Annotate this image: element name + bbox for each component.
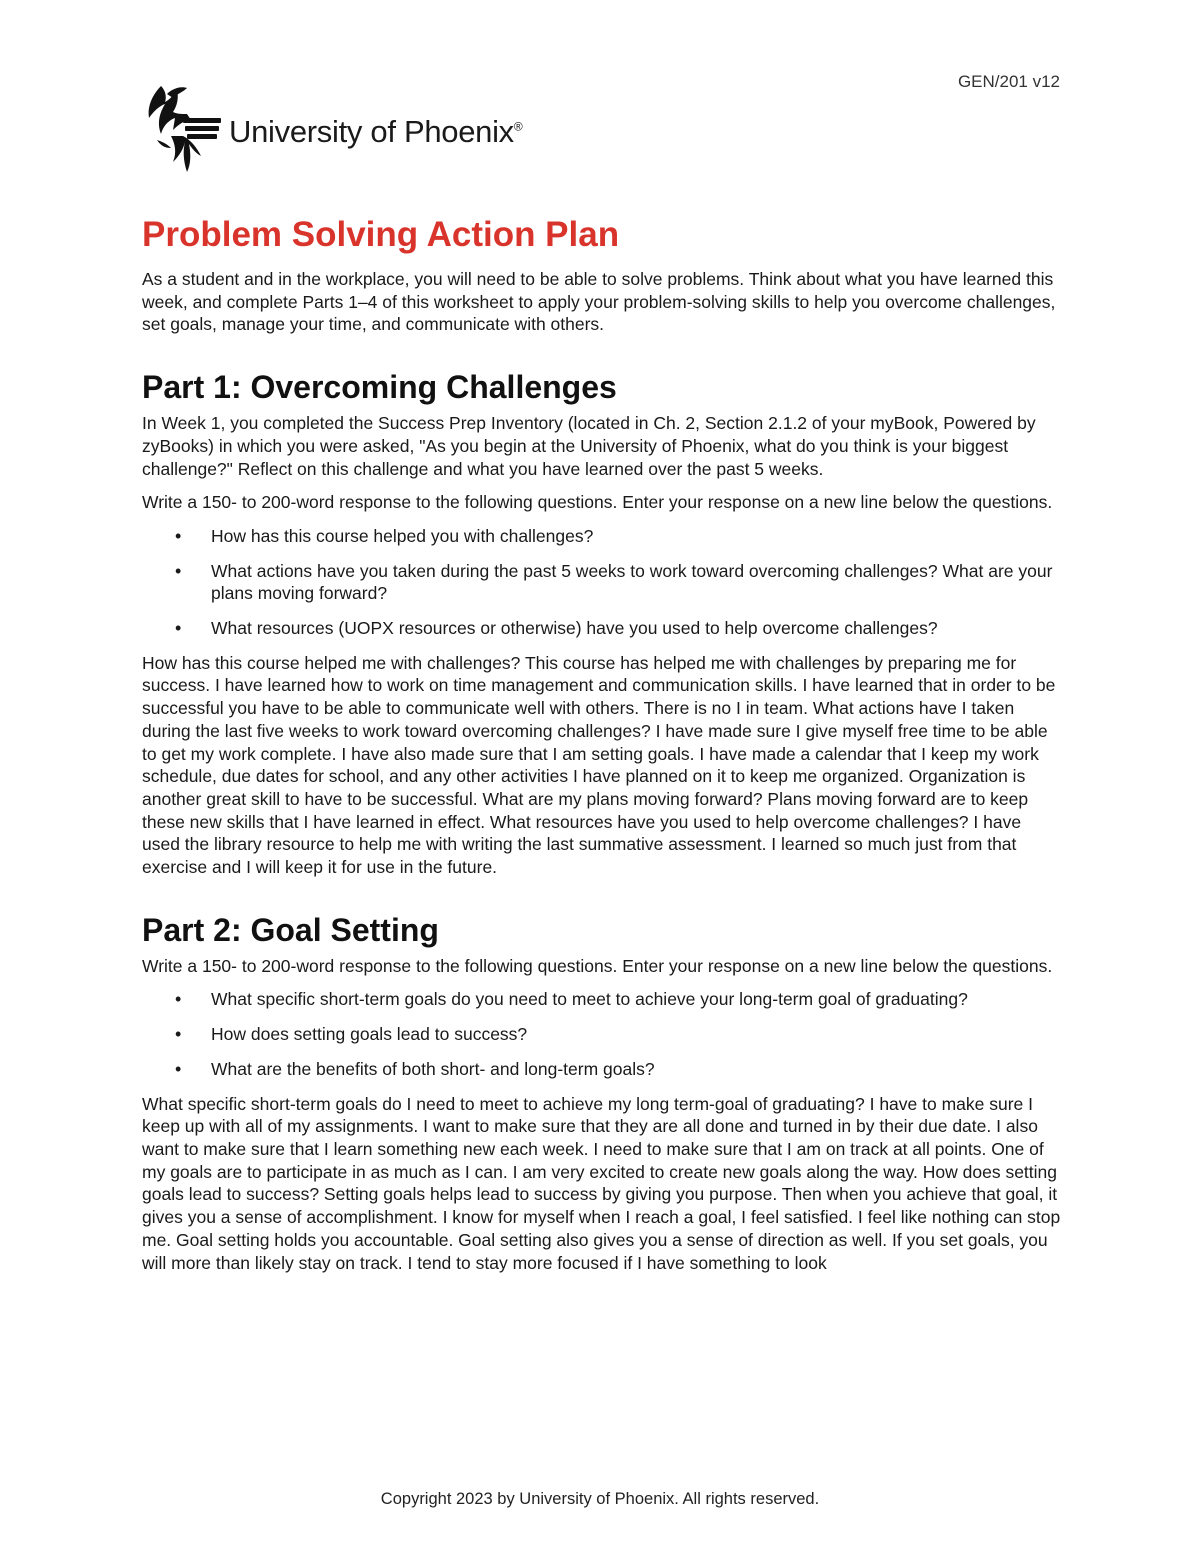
course-code: GEN/201 v12	[957, 72, 1060, 91]
part1-question: • How has this course helped you with challenges?	[142, 525, 1062, 548]
part1-response: How has this course helped me with challenges? This course has helped me with challenges by preparing me for success. I have learned how to work on time management and communication skills. I have learned that in order to be successful you have to be able to communicate well with others. There is no I in team. What actions have I taken during the last five weeks to work toward overcoming challenges? I have made sure I give myself free time to be able to get my work complete. I have also made sure that I am setting goals. I have made a calendar that I keep my work schedule, due dates for school, and any other activities I have planned on it to keep me organized. Organization is another great skill to have to be successful. What are my plans moving forward? Plans moving forward are to keep these new skills that I have learned in effect. What resources have you used to help overcome challenges? I have used the library resource to help me with writing the last summative assessment. I learned so much just from that exercise and I will keep it for use in the future.	[142, 652, 1056, 878]
part2-question-list	[142, 988, 1062, 1080]
part2-question: • What specific short-term goals do you need to meet to achieve your long-term goal of graduating?	[142, 988, 1062, 1011]
copyright-footer: Copyright 2023 by University of Phoenix. All rights reserved.	[380, 1490, 820, 1508]
part1-heading: Part 1: Overcoming Challenges	[142, 369, 617, 406]
document-title: Problem Solving Action Plan	[142, 215, 620, 254]
part2-question: • How does setting goals lead to success?	[142, 1023, 1062, 1046]
part1-question-list	[142, 525, 1062, 640]
part1-question: • What actions have you taken during the past 5 weeks to work toward overcoming challenges? What are your plans moving forward?	[142, 560, 1062, 605]
logo-wordmark: University of Phoenix®	[229, 114, 523, 149]
university-logo	[143, 84, 522, 178]
document-body	[142, 212, 1062, 1285]
part2-instruction: Write a 150- to 200-word response to the following questions. Enter your response on a new line below the questions.	[142, 955, 1053, 976]
intro-paragraph: As a student and in the workplace, you will need to be able to solve problems. Think about what you have learned this week, and complete Parts 1–4 of this worksheet to apply your problem-solving skills to help you overcome challenges, set goals, manage your time, and communicate with others.	[142, 269, 1056, 335]
part1-question: • What resources (UOPX resources or otherwise) have you used to help overcome challenges?	[142, 617, 1062, 640]
part2-question: • What are the benefits of both short- and long-term goals?	[142, 1058, 1062, 1081]
part2-response: What specific short-term goals do I need to meet to achieve my long term-goal of graduating? I have to make sure I keep up with all of my assignments. I want to make sure that they are all done and turned in by their due date. I also want to make sure that I learn something new each week. I need to make sure that I am on track at all points. One of my goals are to participate in as much as I can. I am very excited to create new goals along the way. How does setting goals lead to success? Setting goals helps lead to success by giving you purpose. Then when you achieve that goal, it gives you a sense of accomplishment. I know for myself when I reach a goal, I feel satisfied. I feel like nothing can stop me. Goal setting holds you accountable. Goal setting also gives you a sense of direction as well. If you set goals, you will more than likely stay on track. I tend to stay more focused if I have something to look	[142, 1093, 1061, 1273]
part1-instruction: Write a 150- to 200-word response to the following questions. Enter your response on a new line below the questions.	[142, 492, 1053, 513]
part1-description: In Week 1, you completed the Success Prep Inventory (located in Ch. 2, Section 2.1.2 of your myBook, Powered by zyBooks) in which you were asked, "As you begin at the University of Phoenix, what do you think is your biggest challenge?" Reflect on this challenge and what you have learned over the past 5 weeks.	[142, 413, 1036, 479]
part2-heading: Part 2: Goal Setting	[142, 911, 439, 948]
phoenix-bird-icon	[143, 84, 223, 178]
